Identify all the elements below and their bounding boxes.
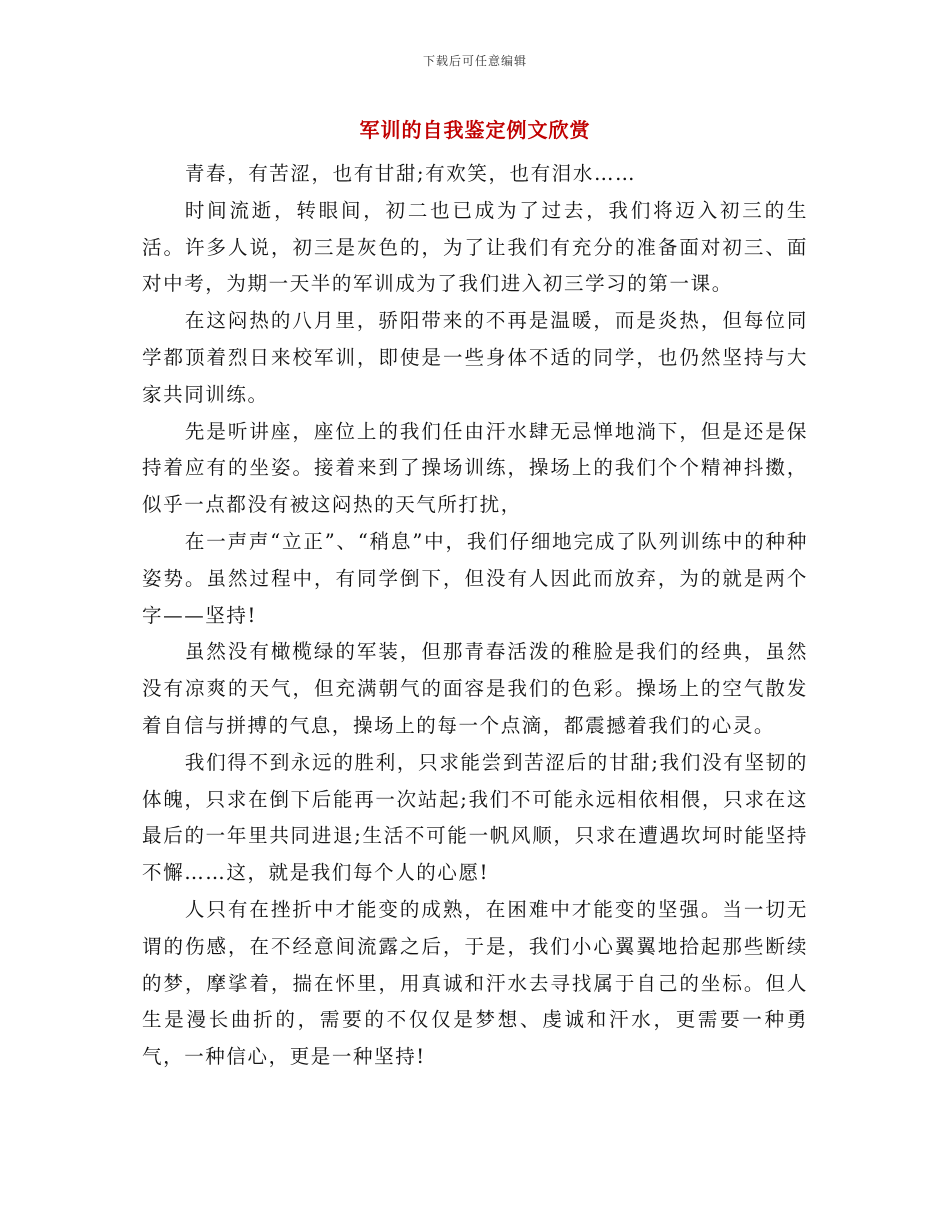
paragraph: 青春，有苦涩，也有甘甜;有欢笑，也有泪水……	[184, 162, 637, 185]
paragraph: 在一声声“立正”、“稍息”中，我们仔细地完成了队列训练中的种种姿势。虽然过程中，有同学倒下，但没有人因此而放弃，为的就是两个字——坚持!	[142, 529, 808, 627]
document-title: 军训的自我鉴定例文欣赏	[359, 118, 591, 142]
paragraph: 在这闷热的八月里，骄阳带来的不再是温暖，而是炎热，但每位同学都顶着烈日来校军训，即使是一些身体不适的同学，也仍然坚持与大家共同训练。	[142, 309, 808, 406]
paragraph: 先是听讲座，座位上的我们任由汗水肆无忌惮地淌下，但是还是保持着应有的坐姿。接着来到了操场训练，操场上的我们个个精神抖擞，似乎一点都没有被这闷热的天气所打扰，	[142, 419, 808, 517]
paragraph: 我们得不到永远的胜利，只求能尝到苦涩后的甘甜;我们没有坚韧的体魄，只求在倒下后能再一次站起;我们不可能永远相依相偎，只求在这最后的一年里共同进退;生活不可能一帆风顺，只求在遭遇坎坷时能坚持不懈……这，就是我们每个人的心愿!	[142, 750, 808, 885]
paragraph: 人只有在挫折中才能变的成熟，在困难中才能变的坚强。当一切无谓的伤感，在不经意间流露之后，于是，我们小心翼翼地拾起那些断续的梦，摩挲着，揣在怀里，用真诚和汗水去寻找属于自己的坐标。但人生是漫长曲折的，需要的不仅仅是梦想、虔诚和汗水，更需要一种勇气，一种信心，更是一种坚持!	[142, 897, 808, 1069]
paragraph: 时间流逝，转眼间，初二也已成为了过去，我们将迈入初三的生活。许多人说，初三是灰色的，为了让我们有充分的准备面对初三、面对中考，为期一天半的军训成为了我们进入初三学习的第一课。	[142, 198, 808, 296]
document-body	[142, 156, 808, 1076]
paragraph: 虽然没有橄榄绿的军装，但那青春活泼的稚脸是我们的经典，虽然没有凉爽的天气，但充满朝气的面容是我们的色彩。操场上的空气散发着自信与拼搏的气息，操场上的每一个点滴，都震撼着我们的心灵。	[142, 640, 808, 737]
header-note: 下载后可任意编辑	[422, 54, 527, 68]
